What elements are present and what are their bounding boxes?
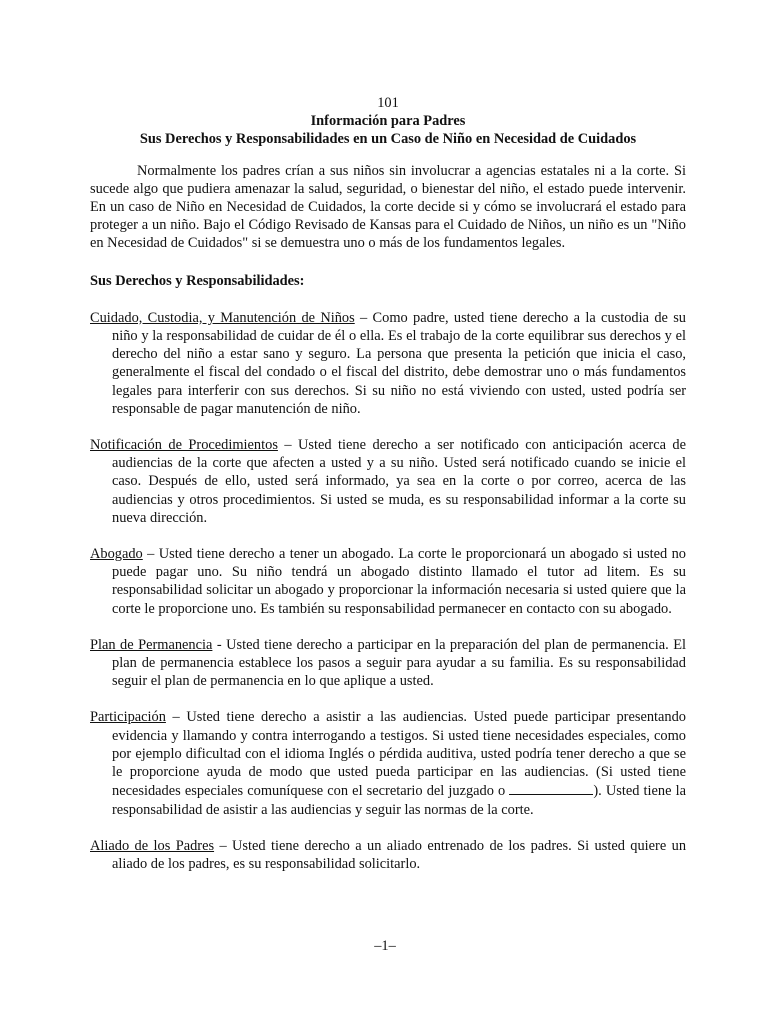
section-text: Usted tiene derecho a participar en la preparación del plan de permanencia. El plan de permanencia establece los pasos a seguir para ayudar a su familia. Es su responsabilidad seguir el plan de permanencia en lo que aplique a usted.: [112, 636, 686, 690]
section-cuidado: [90, 309, 686, 418]
section-heading: Participación: [90, 709, 166, 726]
section-aliado: [90, 837, 686, 873]
rights-heading: Sus Derechos y Responsabilidades:: [90, 272, 305, 289]
section-heading: Plan de Permanencia: [90, 636, 213, 653]
form-number: 101: [377, 95, 399, 111]
document-title: Información para Padres: [310, 113, 466, 130]
page-number: –1–: [374, 938, 396, 954]
section-separator: -: [212, 636, 227, 653]
section-text-after-blank: ). Usted tiene la responsabilidad de asistir a las audiencias y seguir las normas de la corte.: [112, 783, 686, 818]
section-plan-permanencia: [90, 636, 686, 691]
document-header: [90, 94, 686, 149]
section-text: Como padre, usted tiene derecho a la custodia de su niño y la responsabilidad de cuidar de él o ella. Es el trabajo de la corte equilibrar sus derechos y el derecho del niño a estar sano y seguro. La persona que presenta la petición que inicia el caso, generalmente el fiscal del condado o el fiscal del distrito, debe demostrar uno o más fundamentos legales para interferir con sus derechos. Si su niño no está viviendo con usted, usted podría ser responsable de pagar manutención de niño.: [112, 309, 686, 417]
section-text: Usted tiene derecho a tener un abogado. La corte le proporcionará un abogado si usted no puede pagar uno. Su niño tendrá un abogado distinto llamado el tutor ad litem. Es su responsabilidad solicitar un abogado y proporcionar la información necesaria si usted quiere que la corte le proporcione uno. Es también su responsabilidad permanecer en contacto con su abogado.: [112, 546, 686, 617]
section-separator: –: [214, 837, 233, 854]
document-page: [90, 94, 686, 873]
section-text: Usted tiene derecho a asistir a las audiencias. Usted puede participar presentando evidencia y llamando y contra interrogando a testigos. Si usted tiene necesidades especiales, como por ejemplo dificultad con el idioma Inglés o pérdida auditiva, usted podría tener derecho a que se le proporcione ayuda de modo que usted pueda participar en las audiencias. (Si usted tiene necesidades especiales comuníquese con el secretario del juzgado o: [112, 709, 687, 800]
section-separator: –: [277, 437, 299, 454]
intro-paragraph: Normalmente los padres crían a sus niños sin involucrar a agencias estatales ni a la corte. Si sucede algo que pudiera amenazar la salud, seguridad, o bienestar del niño, el estado puede intervenir. En un caso de Niño en Necesidad de Cuidados, la corte decide si y cómo se involucrará el estado para proteger a un niño. Bajo el Código Revisado de Kansas para el Cuidado de Niños, un niño es un "Niño en Necesidad de Cuidados" si se demuestra uno o más de los fundamentos legales.: [90, 162, 686, 252]
section-text: Usted tiene derecho a ser notificado con anticipación acerca de audiencias de la corte que afecten a usted y a su niño. Usted será notificado cuando se inicie el caso. Después de ello, usted será informado, ya sea en la corte o por correo, acerca de las audiencias y otros procedimientos. Si usted se muda, es su responsabilidad informar a la corte su nueva dirección.: [112, 437, 687, 526]
section-heading: Abogado: [90, 546, 143, 563]
section-separator: –: [165, 709, 187, 726]
section-heading: Notificación de Procedimientos: [90, 437, 278, 454]
section-separator: –: [142, 546, 159, 563]
section-abogado: [90, 545, 686, 618]
section-separator: –: [354, 309, 373, 326]
section-heading: Cuidado, Custodia, y Manutención de Niños: [90, 309, 355, 326]
contact-blank-field[interactable]: [509, 781, 593, 795]
section-notificacion: [90, 436, 686, 527]
section-participacion: [90, 708, 686, 818]
document-subtitle: Sus Derechos y Responsabilidades en un Caso de Niño en Necesidad de Cuidados: [139, 131, 637, 148]
section-heading: Aliado de los Padres: [90, 837, 215, 854]
section-text: Usted tiene derecho a un aliado entrenado de los padres. Si usted quiere un aliado de los padres, es su responsabilidad solicitarlo.: [112, 837, 687, 872]
